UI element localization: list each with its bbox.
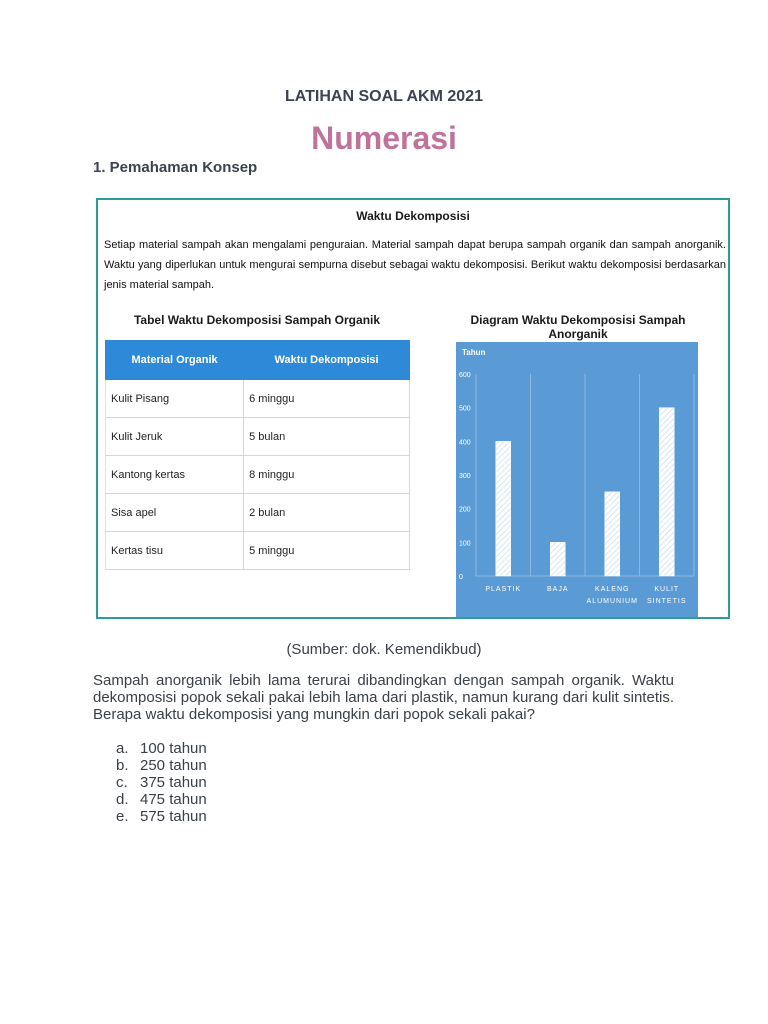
table-row [106, 418, 410, 456]
bar [605, 492, 620, 576]
table-cell-time: 5 minggu [244, 532, 410, 570]
figure-intro: Setiap material sampah akan mengalami penguraian. Material sampah dapat berupa sampah organik dan sampah anorganik. Waktu yang diperlukan untuk mengurai sempurna disebut sebagai waktu dekomposisi. Berikut waktu dekomposisi berdasarkan jenis material sampah. [104, 239, 726, 291]
y-tick-label: 0 [459, 574, 463, 581]
y-axis-label: Tahun [462, 348, 486, 357]
x-tick-label: PLASTIK [485, 586, 522, 593]
x-tick-label: KULIT [654, 586, 680, 593]
x-tick-label: KALENG [595, 586, 630, 593]
page-subtitle: LATIHAN SOAL AKM 2021 [285, 88, 483, 105]
table-header-row [106, 341, 410, 380]
figure-frame [96, 198, 730, 619]
y-tick-label: 500 [459, 405, 471, 413]
option-letter: e. [116, 808, 129, 825]
table-row [106, 494, 410, 532]
y-tick-label: 400 [459, 439, 471, 447]
answer-options [116, 740, 207, 825]
table-cell-time: 2 bulan [244, 494, 410, 532]
x-tick-label: BAJA [546, 586, 569, 593]
option-text: 575 tahun [140, 808, 207, 825]
figure-title: Waktu Dekomposisi [356, 209, 470, 223]
table-cell-material: Kulit Jeruk [106, 418, 244, 456]
option-text: 100 tahun [140, 740, 207, 757]
answer-option[interactable] [116, 791, 207, 808]
section-label: 1. Pemahaman Konsep [93, 159, 258, 176]
table-title: Tabel Waktu Dekomposisi Sampah Organik [133, 313, 381, 327]
table-header-material: Material Organik [106, 341, 244, 380]
answer-option[interactable] [116, 757, 207, 774]
chart-title: Diagram Waktu Dekomposisi Sampah Anorganik [470, 313, 686, 341]
option-letter: d. [116, 791, 129, 808]
answer-option[interactable] [116, 808, 207, 825]
source-caption: (Sumber: dok. Kemendikbud) [286, 641, 482, 658]
organic-decomposition-table [105, 340, 410, 570]
option-letter: a. [116, 740, 129, 757]
inorganic-decomposition-chart [456, 342, 698, 618]
option-text: 475 tahun [140, 791, 207, 808]
option-text: 375 tahun [140, 774, 207, 791]
x-tick-label: SINTETIS [646, 598, 687, 605]
bar [659, 408, 674, 576]
table-cell-time: 5 bulan [244, 418, 410, 456]
table-row [106, 380, 410, 418]
page-title: Numerasi [311, 120, 457, 156]
y-tick-label: 600 [459, 372, 471, 379]
table-cell-material: Sisa apel [106, 494, 244, 532]
bar [550, 542, 565, 576]
table-cell-time: 6 minggu [244, 380, 410, 418]
y-tick-label: 200 [459, 506, 471, 514]
table-cell-material: Kertas tisu [106, 532, 244, 570]
y-tick-label: 300 [459, 473, 471, 480]
table-row [106, 456, 410, 494]
answer-option[interactable] [116, 740, 207, 757]
table-cell-time: 8 minggu [244, 456, 410, 494]
y-tick-label: 100 [459, 540, 471, 548]
question-text: Sampah anorganik lebih lama terurai dibandingkan dengan sampah organik. Waktu dekomposisi popok sekali pakai lebih lama dari plastik, namun kurang dari kulit sintetis. Berapa waktu dekomposisi yang mungkin dari popok sekali pakai? [93, 672, 674, 723]
option-letter: b. [116, 757, 129, 774]
option-text: 250 tahun [140, 757, 207, 774]
table-cell-material: Kantong kertas [106, 456, 244, 494]
x-tick-label: ALUMUNIUM [586, 598, 638, 605]
table-cell-material: Kulit Pisang [106, 380, 244, 418]
option-letter: c. [116, 774, 128, 791]
bar [496, 441, 511, 576]
answer-option[interactable] [116, 774, 207, 791]
table-header-time: Waktu Dekomposisi [244, 341, 410, 380]
table-row [106, 532, 410, 570]
